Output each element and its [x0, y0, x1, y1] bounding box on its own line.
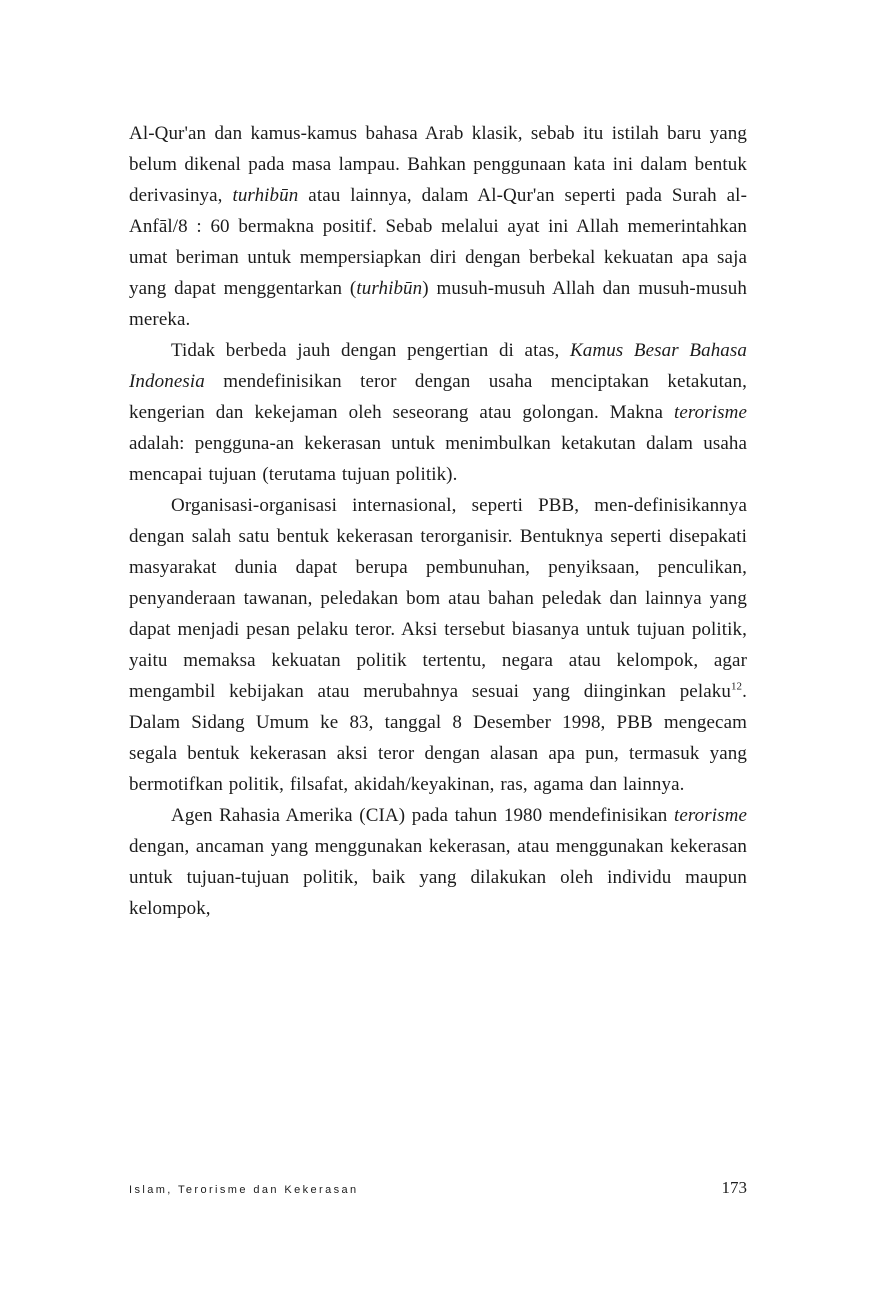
italic-term: turhibūn — [356, 278, 423, 299]
paragraph — [129, 800, 747, 924]
running-footer-title: Islam, Terorisme dan Kekerasan — [129, 1184, 359, 1196]
page-body — [129, 118, 747, 924]
paragraph — [129, 490, 747, 800]
italic-term: turhibūn — [232, 185, 299, 206]
text-run: mendefinisikan teror dengan usaha menciptakan ketakutan, kengerian dan kekejaman oleh seseorang atau golongan. Makna — [129, 371, 747, 423]
text-run: dengan, ancaman yang menggunakan kekerasan, atau menggunakan kekerasan untuk tujuan-tujuan politik, baik yang dilakukan oleh individu maupun kelompok, — [129, 836, 747, 919]
text-run: Tidak berbeda jauh dengan pengertian di atas, — [171, 340, 570, 361]
text-run: Organisasi-organisasi internasional, seperti PBB, men-definisikannya dengan salah satu bentuk kekerasan terorganisir. Bentuknya seperti disepakati masyarakat dunia dapat berupa pembunuhan, penyiksaan, penculikan, penyanderaan tawanan, peledakan bom atau bahan peledak dan lainnya yang dapat menjadi pesan pelaku teror. Aksi tersebut biasanya untuk tujuan politik, yaitu memaksa kekuatan politik tertentu, negara atau kelompok, agar mengambil kebijakan atau merubahnya sesuai yang diinginkan pelaku — [129, 495, 747, 702]
italic-term: Kamus Besar Bahasa Indonesia — [129, 340, 747, 392]
italic-term: terorisme — [673, 402, 747, 423]
paragraph — [129, 335, 747, 490]
italic-term: terorisme — [673, 805, 747, 826]
text-run: Al-Qur'an dan kamus-kamus bahasa Arab klasik, sebab itu istilah baru yang belum dikenal pada masa lampau. Bahkan penggunaan kata ini dalam bentuk derivasinya, — [129, 123, 747, 206]
footnote-ref: 12 — [730, 680, 743, 693]
text-run: atau lainnya, dalam Al-Qur'an seperti pada Surah al-Anfāl/8 : 60 bermakna positif. Sebab melalui ayat ini Allah memerintahkan umat beriman untuk mempersiapkan diri dengan berbekal kekuatan apa saja yang dapat menggentarkan ( — [129, 185, 747, 299]
page-number: 173 — [721, 1178, 747, 1197]
page-footer — [129, 1178, 747, 1198]
text-run: . Dalam Sidang Umum ke 83, tanggal 8 Desember 1998, PBB mengecam segala bentuk kekerasan aksi teror dengan alasan apa pun, termasuk yang bermotifkan politik, filsafat, akidah/keyakinan, ras, agama dan lainnya. — [129, 681, 747, 795]
text-run: Agen Rahasia Amerika (CIA) pada tahun 1980 mendefinisikan — [171, 805, 674, 826]
text-run: ) musuh-musuh Allah dan musuh-musuh mereka. — [129, 278, 747, 330]
paragraph — [129, 118, 747, 335]
text-run: adalah: pengguna-an kekerasan untuk menimbulkan ketakutan dalam usaha mencapai tujuan (terutama tujuan politik). — [129, 433, 747, 485]
